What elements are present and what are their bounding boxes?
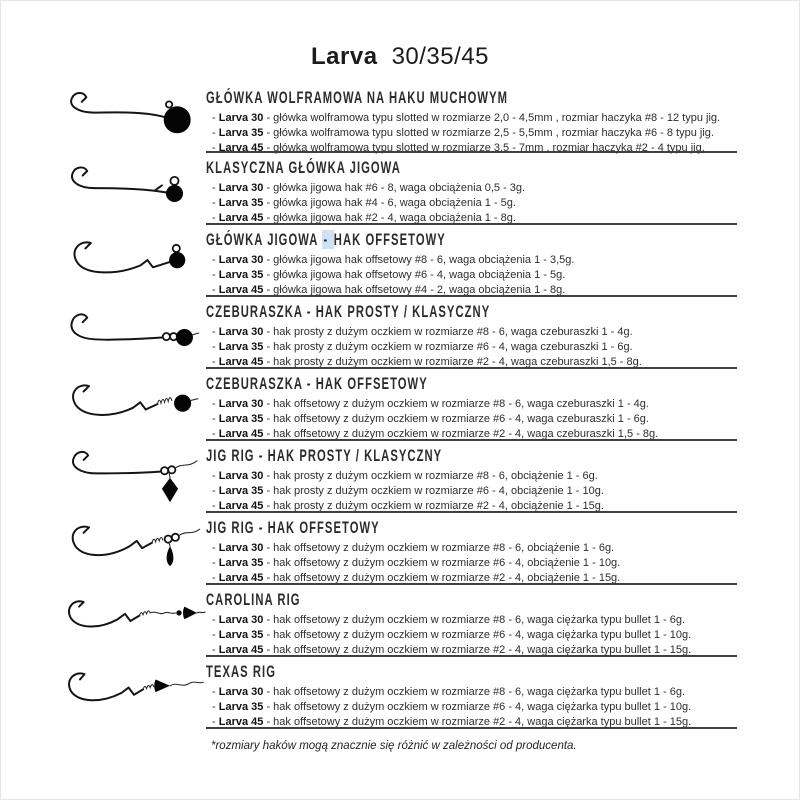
section-text xyxy=(206,657,799,729)
row-text: - hak offsetowy z dużym oczkiem w rozmiarze #8 - 6, waga ciężarka typu bullet 1 - 6g. xyxy=(266,614,686,626)
section-glowka-jigowa-offset xyxy=(1,225,799,297)
row-bullet: - xyxy=(212,629,219,641)
section-text xyxy=(206,369,799,441)
row-label: Larva 45 xyxy=(218,716,264,728)
row-label: Larva 30 xyxy=(218,182,264,194)
row-bullet: - xyxy=(212,212,219,224)
cheburashka-offset-hook-icon xyxy=(53,373,206,437)
illustration-cell xyxy=(1,585,206,657)
spec-row xyxy=(206,340,799,355)
spec-row xyxy=(206,700,799,715)
offset-jig-head-icon xyxy=(53,229,206,293)
row-bullet: - xyxy=(212,557,219,569)
row-label: Larva 35 xyxy=(218,197,264,209)
header-highlighted-dash: - xyxy=(323,230,333,249)
row-text: - hak offsetowy z dużym oczkiem w rozmiarze #6 - 4, waga czeburaszki 1 - 6g. xyxy=(266,413,649,425)
spec-row xyxy=(206,253,799,268)
row-label: Larva 45 xyxy=(218,428,264,440)
row-label: Larva 35 xyxy=(218,485,264,497)
row-bullet: - xyxy=(212,470,219,482)
texas-rig-icon xyxy=(53,661,206,725)
section-text xyxy=(206,297,799,369)
row-label: Larva 35 xyxy=(218,557,264,569)
row-text: - hak prosty z dużym oczkiem w rozmiarze #6 - 4, obciążenie 1 - 10g. xyxy=(266,485,604,497)
row-label: Larva 30 xyxy=(218,326,264,338)
row-label: Larva 35 xyxy=(218,341,264,353)
illustration-cell xyxy=(1,513,206,585)
section-header: KLASYCZNA GŁÓWKA JIGOWA xyxy=(206,158,401,177)
row-bullet: - xyxy=(212,326,219,338)
jig-rig-offset-hook-icon xyxy=(53,517,206,581)
spec-row xyxy=(206,412,799,427)
row-text: - hak offsetowy z dużym oczkiem w rozmiarze #2 - 4, waga czeburaszki 1,5 - 8g. xyxy=(266,428,659,440)
row-text: - hak prosty z dużym oczkiem w rozmiarze #8 - 6, obciążenie 1 - 6g. xyxy=(266,470,598,482)
section-header: CAROLINA RIG xyxy=(206,590,301,609)
row-label: Larva 35 xyxy=(218,413,264,425)
row-text: - główka jigowa hak offsetowy #8 - 6, waga obciążenia 1 - 3,5g. xyxy=(266,254,575,266)
row-label: Larva 30 xyxy=(218,614,264,626)
row-text: - hak prosty z dużym oczkiem w rozmiarze #8 - 6, waga czeburaszki 1 - 4g. xyxy=(266,326,633,338)
spec-row xyxy=(206,111,799,126)
illustration-cell xyxy=(1,297,206,369)
row-text: - główka wolframowa typu slotted w rozmiarze 2,0 - 4,5mm , rozmiar haczyka #8 - 12 typu jig. xyxy=(266,112,721,124)
row-text: - główka wolframowa typu slotted w rozmiarze 2,5 - 5,5mm , rozmiar haczyka #6 - 8 typu jig. xyxy=(266,127,714,139)
row-label: Larva 45 xyxy=(218,644,264,656)
row-label: Larva 35 xyxy=(218,269,264,281)
row-text: - hak offsetowy z dużym oczkiem w rozmiarze #2 - 4, waga ciężarka typu bullet 1 - 15g. xyxy=(266,716,692,728)
row-bullet: - xyxy=(212,542,219,554)
row-text: - hak offsetowy z dużym oczkiem w rozmiarze #8 - 6, obciążenie 1 - 6g. xyxy=(266,542,615,554)
section-header: CZEBURASZKA - HAK PROSTY / KLASYCZNY xyxy=(206,302,491,321)
page-title-sizes: 30/35/45 xyxy=(391,43,489,70)
section-jig-rig-offset xyxy=(1,513,799,585)
row-text: - hak prosty z dużym oczkiem w rozmiarze #2 - 4, obciążenie 1 - 15g. xyxy=(266,500,604,512)
row-text: - hak offsetowy z dużym oczkiem w rozmiarze #6 - 4, obciążenie 1 - 10g. xyxy=(266,557,621,569)
spec-row xyxy=(206,181,799,196)
row-label: Larva 45 xyxy=(218,212,264,224)
row-bullet: - xyxy=(212,572,219,584)
section-text xyxy=(206,513,799,585)
spec-row xyxy=(206,126,799,141)
carolina-rig-icon xyxy=(53,589,206,653)
section-text xyxy=(206,153,799,225)
section-header: JIG RIG - HAK PROSTY / KLASYCZNY xyxy=(206,446,443,465)
row-label: Larva 30 xyxy=(218,112,264,124)
row-label: Larva 45 xyxy=(218,572,264,584)
fly-hook-tungsten-head-icon xyxy=(53,86,206,150)
section-divider xyxy=(206,727,737,729)
row-bullet: - xyxy=(212,254,219,266)
row-label: Larva 30 xyxy=(218,542,264,554)
section-czeburaszka-offset xyxy=(1,369,799,441)
row-bullet: - xyxy=(212,485,219,497)
row-bullet: - xyxy=(212,341,219,353)
row-bullet: - xyxy=(212,197,219,209)
sections-list xyxy=(1,83,799,729)
row-text: - hak offsetowy z dużym oczkiem w rozmiarze #2 - 4, obciążenie 1 - 15g. xyxy=(266,572,621,584)
spec-row xyxy=(206,397,799,412)
spec-row xyxy=(206,628,799,643)
illustration-cell xyxy=(1,83,206,153)
row-bullet: - xyxy=(212,413,219,425)
row-bullet: - xyxy=(212,182,219,194)
row-label: Larva 30 xyxy=(218,686,264,698)
row-bullet: - xyxy=(212,716,219,728)
row-label: Larva 30 xyxy=(218,254,264,266)
section-text xyxy=(206,441,799,513)
page-title xyxy=(1,43,799,81)
row-label: Larva 45 xyxy=(218,142,264,154)
row-text: - hak offsetowy z dużym oczkiem w rozmiarze #8 - 6, waga ciężarka typu bullet 1 - 6g. xyxy=(266,686,686,698)
spec-row xyxy=(206,484,799,499)
section-texas-rig xyxy=(1,657,799,729)
row-text: - hak prosty z dużym oczkiem w rozmiarze #6 - 4, waga czeburaszki 1 - 6g. xyxy=(266,341,633,353)
row-text: - hak offsetowy z dużym oczkiem w rozmiarze #8 - 6, waga czeburaszki 1 - 4g. xyxy=(266,398,649,410)
spec-row xyxy=(206,268,799,283)
spec-row xyxy=(206,556,799,571)
page-title-brand: Larva xyxy=(311,43,378,70)
row-bullet: - xyxy=(212,127,219,139)
row-bullet: - xyxy=(212,500,219,512)
spec-row xyxy=(206,325,799,340)
row-label: Larva 45 xyxy=(218,500,264,512)
classic-jig-head-icon xyxy=(53,157,206,221)
row-bullet: - xyxy=(212,686,219,698)
section-header: GŁÓWKA WOLFRAMOWA NA HAKU MUCHOWYM xyxy=(206,88,509,107)
row-label: Larva 30 xyxy=(218,470,264,482)
section-jig-rig-prosty xyxy=(1,441,799,513)
row-label: Larva 45 xyxy=(218,356,264,368)
row-text: - hak offsetowy z dużym oczkiem w rozmiarze #6 - 4, waga ciężarka typu bullet 1 - 10g. xyxy=(266,629,692,641)
row-bullet: - xyxy=(212,398,219,410)
row-bullet: - xyxy=(212,142,219,154)
row-bullet: - xyxy=(212,701,219,713)
row-bullet: - xyxy=(212,112,219,124)
illustration-cell xyxy=(1,225,206,297)
spec-row xyxy=(206,685,799,700)
spec-row xyxy=(206,196,799,211)
section-czeburaszka-prosty xyxy=(1,297,799,369)
illustration-cell xyxy=(1,657,206,729)
illustration-cell xyxy=(1,153,206,225)
row-text: - hak offsetowy z dużym oczkiem w rozmiarze #6 - 4, waga ciężarka typu bullet 1 - 10g. xyxy=(266,701,692,713)
row-text: - główka jigowa hak #6 - 8, waga obciążenia 0,5 - 3g. xyxy=(266,182,526,194)
row-text: - główka jigowa hak #4 - 6, waga obciążenia 1 - 5g. xyxy=(266,197,516,209)
section-header xyxy=(206,230,446,250)
section-text xyxy=(206,83,799,153)
spec-row xyxy=(206,469,799,484)
row-bullet: - xyxy=(212,644,219,656)
spec-row xyxy=(206,613,799,628)
section-klasyczna-glowka xyxy=(1,153,799,225)
section-header: CZEBURASZKA - HAK OFFSETOWY xyxy=(206,374,428,393)
row-bullet: - xyxy=(212,428,219,440)
row-label: Larva 30 xyxy=(218,398,264,410)
section-header: TEXAS RIG xyxy=(206,662,276,681)
section-text xyxy=(206,225,799,297)
row-label: Larva 35 xyxy=(218,127,264,139)
illustration-cell xyxy=(1,441,206,513)
illustration-cell xyxy=(1,369,206,441)
spec-row xyxy=(206,541,799,556)
header-part: GŁÓWKA JIGOWA xyxy=(206,230,323,249)
row-bullet: - xyxy=(212,284,219,296)
jig-rig-straight-hook-icon xyxy=(53,445,206,509)
section-carolina-rig xyxy=(1,585,799,657)
row-bullet: - xyxy=(212,356,219,368)
row-text: - hak offsetowy z dużym oczkiem w rozmiarze #2 - 4, waga ciężarka typu bullet 1 - 15g. xyxy=(266,644,692,656)
section-glowka-wolframowa xyxy=(1,83,799,153)
section-text xyxy=(206,585,799,657)
row-bullet: - xyxy=(212,269,219,281)
row-text: - główka jigowa hak offsetowy #6 - 4, waga obciążenia 1 - 5g. xyxy=(266,269,566,281)
footer-disclaimer: *rozmiary haków mogą znacznie się różnić w zależności od producenta. xyxy=(211,740,577,752)
row-text: - hak prosty z dużym oczkiem w rozmiarze #2 - 4, waga czeburaszki 1,5 - 8g. xyxy=(266,356,642,368)
cheburashka-straight-hook-icon xyxy=(53,301,206,365)
row-label: Larva 45 xyxy=(218,284,264,296)
row-label: Larva 35 xyxy=(218,701,264,713)
row-text: - główka jigowa hak #2 - 4, waga obciążenia 1 - 8g. xyxy=(266,212,516,224)
row-bullet: - xyxy=(212,614,219,626)
row-text: - główka jigowa hak offsetowy #4 - 2, waga obciążenia 1 - 8g. xyxy=(266,284,566,296)
section-header: JIG RIG - HAK OFFSETOWY xyxy=(206,518,380,537)
row-text: - główka wolframowa typu slotted w rozmiarze 3,5 - 7mm , rozmiar haczyka #2 - 4 typu jig. xyxy=(266,142,705,154)
row-label: Larva 35 xyxy=(218,629,264,641)
header-part: HAK OFFSETOWY xyxy=(333,230,446,249)
